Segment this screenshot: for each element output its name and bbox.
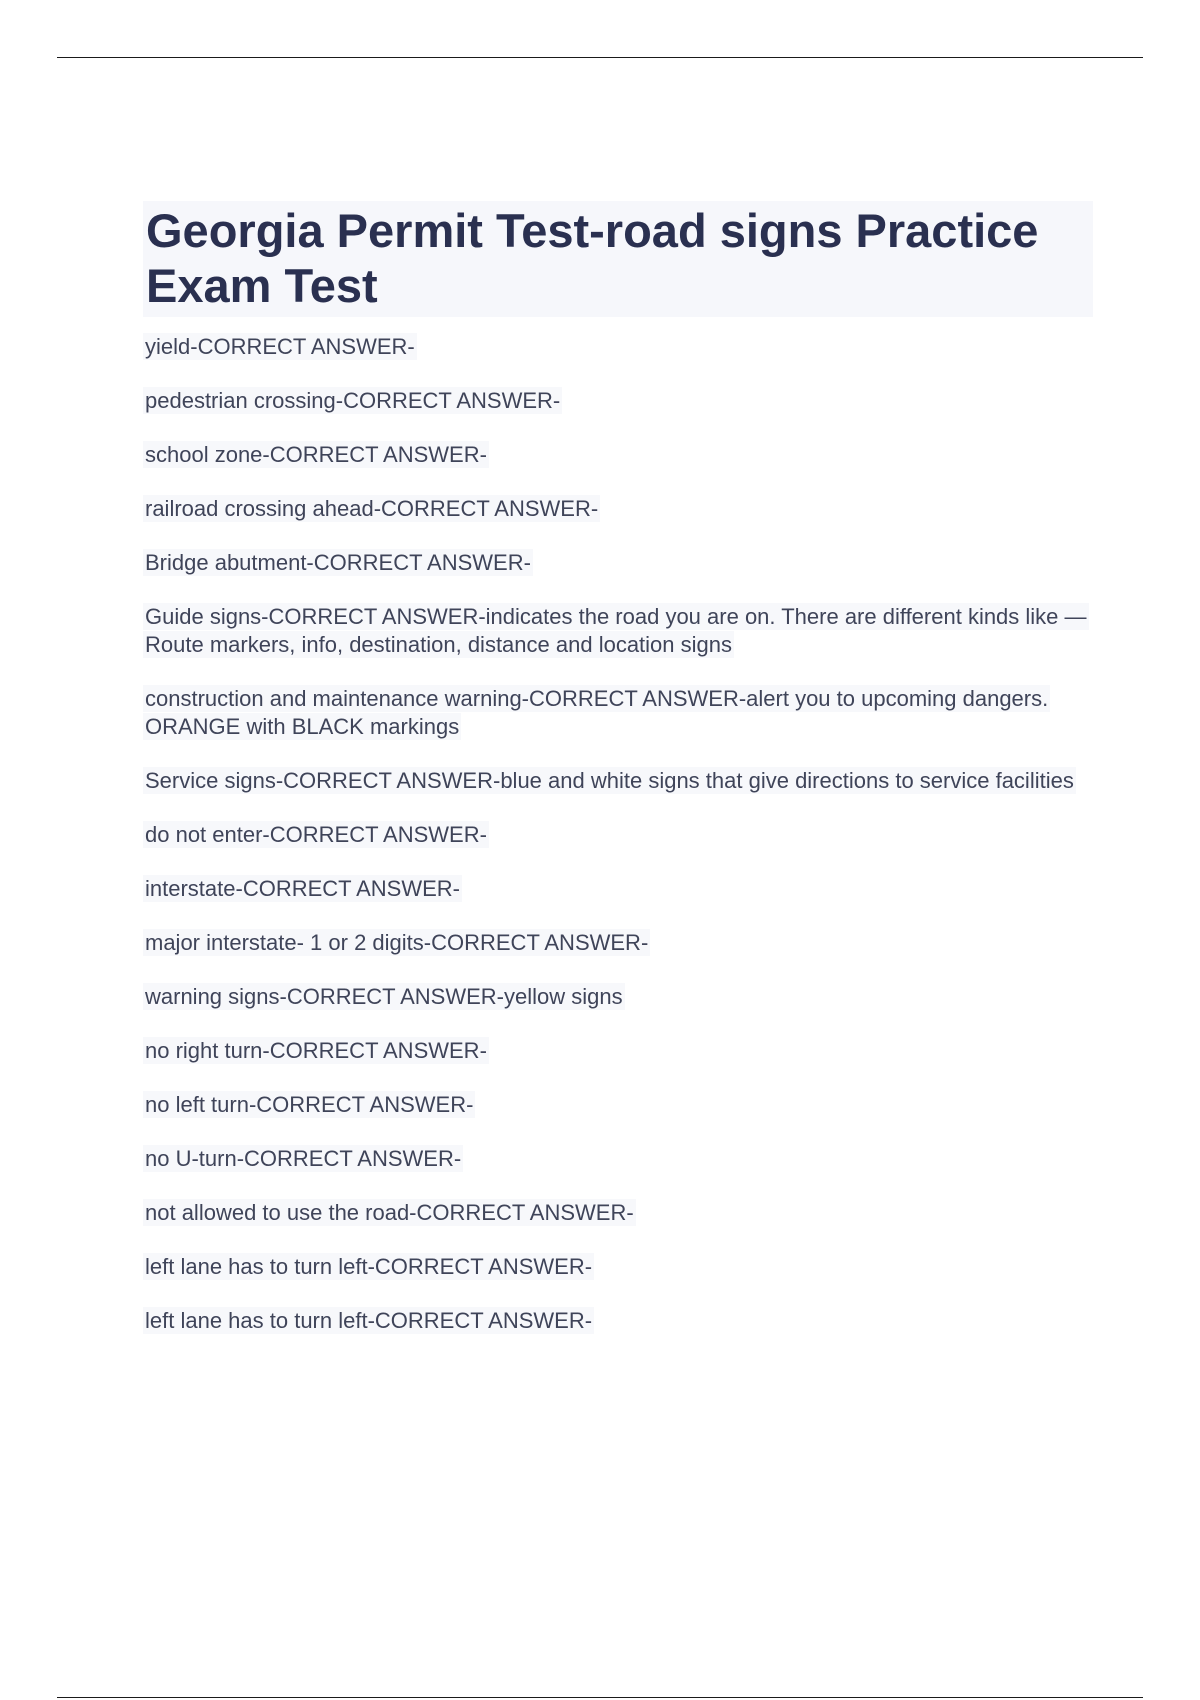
- list-item: [143, 1091, 1093, 1119]
- entry-text: Guide signs-CORRECT ANSWER-indicates the road you are on. There are different kinds like — Route markers, info, destination, distance and location signs: [145, 604, 1087, 657]
- entry-text: Service signs-CORRECT ANSWER-blue and white signs that give directions to service facilities: [145, 768, 1074, 793]
- entry-text: pedestrian crossing-CORRECT ANSWER-: [145, 388, 561, 413]
- list-item: [143, 983, 1093, 1011]
- entry-text: do not enter-CORRECT ANSWER-: [145, 822, 487, 847]
- list-item: [143, 495, 1093, 523]
- entry-text: yield-CORRECT ANSWER-: [145, 334, 415, 359]
- list-item: [143, 685, 1093, 741]
- entry-text: interstate-CORRECT ANSWER-: [145, 876, 460, 901]
- entry-text: no U-turn-CORRECT ANSWER-: [145, 1146, 462, 1171]
- entry-text: construction and maintenance warning-CORRECT ANSWER-alert you to upcoming dangers. ORANGE with BLACK markings: [145, 686, 1049, 739]
- entry-text: left lane has to turn left-CORRECT ANSWER-: [145, 1254, 593, 1279]
- list-item: [143, 929, 1093, 957]
- list-item: [143, 1037, 1093, 1065]
- document-body: [143, 201, 1093, 1361]
- entry-text: no right turn-CORRECT ANSWER-: [145, 1038, 487, 1063]
- bottom-rule: [57, 1697, 1143, 1698]
- entry-text: left lane has to turn left-CORRECT ANSWER-: [145, 1308, 593, 1333]
- list-item: [143, 1253, 1093, 1281]
- list-item: [143, 1199, 1093, 1227]
- entry-text: school zone-CORRECT ANSWER-: [145, 442, 487, 467]
- entry-text: major interstate- 1 or 2 digits-CORRECT ANSWER-: [145, 930, 649, 955]
- entry-text: not allowed to use the road-CORRECT ANSWER-: [145, 1200, 634, 1225]
- list-item: [143, 387, 1093, 415]
- entry-text: no left turn-CORRECT ANSWER-: [145, 1092, 474, 1117]
- list-item: [143, 821, 1093, 849]
- list-item: [143, 875, 1093, 903]
- qa-list: [143, 333, 1093, 1335]
- document-title: Georgia Permit Test-road signs Practice Exam Test: [146, 204, 1039, 312]
- list-item: [143, 549, 1093, 577]
- list-item: [143, 441, 1093, 469]
- entry-text: Bridge abutment-CORRECT ANSWER-: [145, 550, 531, 575]
- entry-text: warning signs-CORRECT ANSWER-yellow signs: [145, 984, 623, 1009]
- top-rule: [57, 57, 1143, 58]
- list-item: [143, 1145, 1093, 1173]
- title-block: [143, 201, 1093, 317]
- list-item: [143, 603, 1093, 659]
- entry-text: railroad crossing ahead-CORRECT ANSWER-: [145, 496, 599, 521]
- list-item: [143, 767, 1093, 795]
- list-item: [143, 333, 1093, 361]
- list-item: [143, 1307, 1093, 1335]
